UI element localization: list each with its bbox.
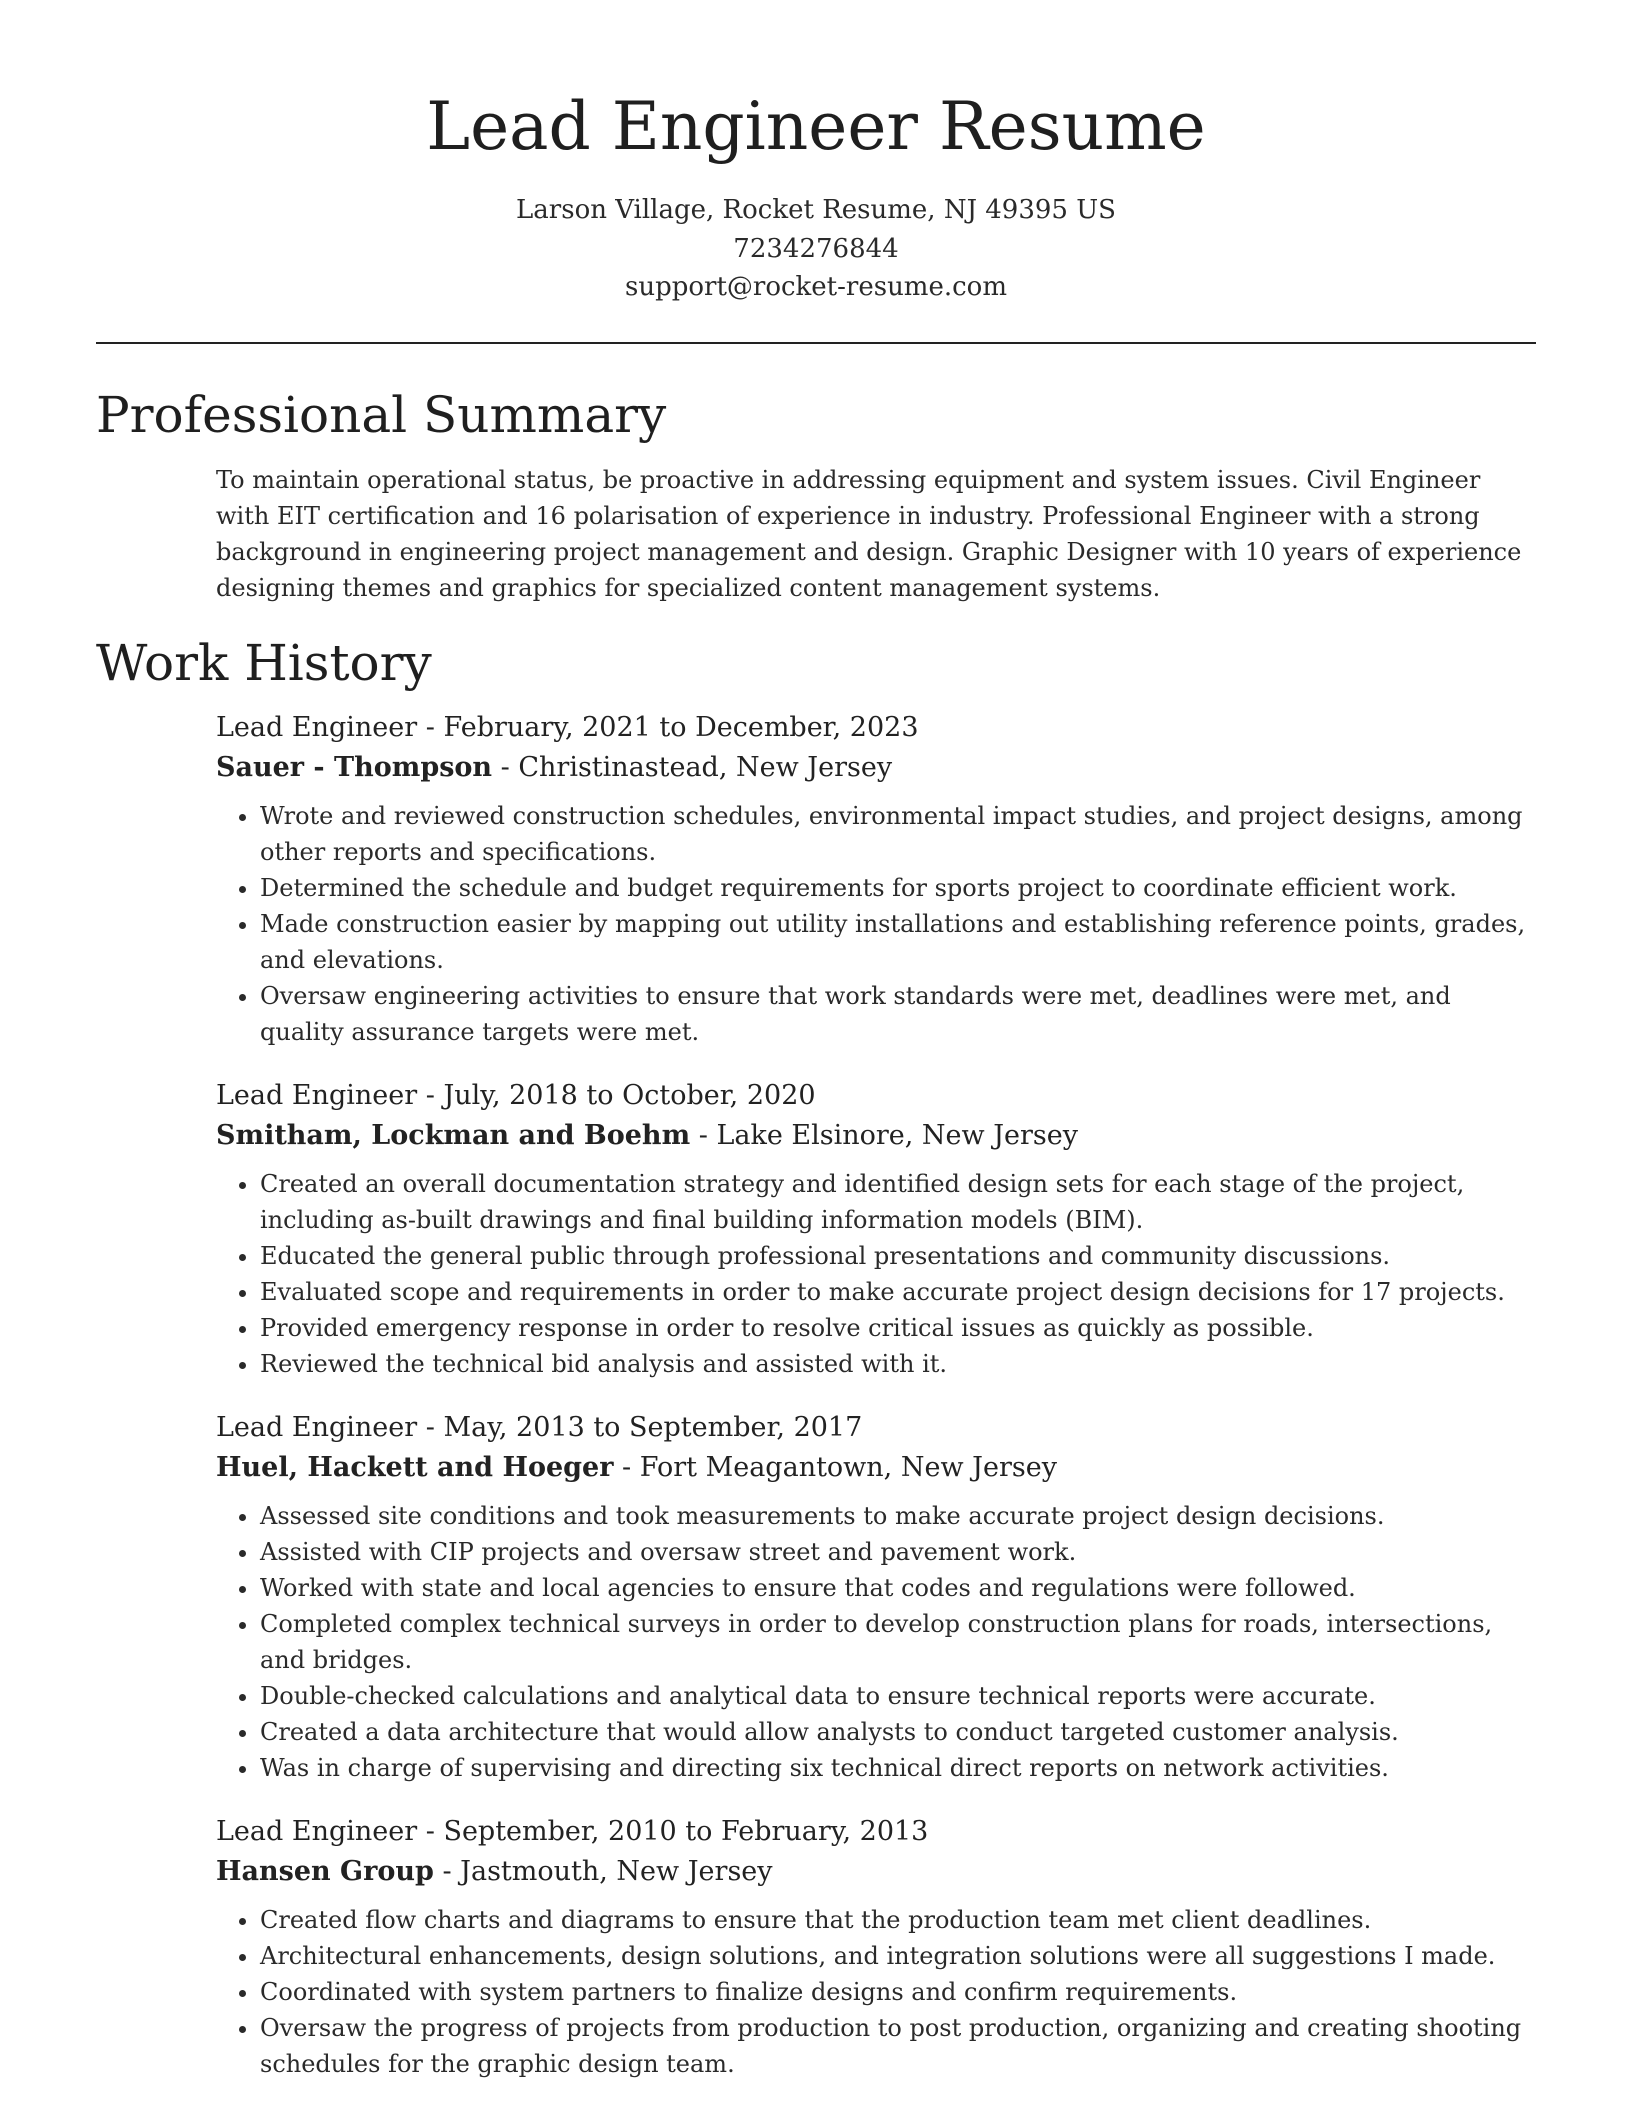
job-dates: February, 2021 to December, 2023	[443, 712, 919, 743]
job-bullet: • Was in charge of supervising and directing six technical direct reports on network activities.	[260, 1750, 1536, 1786]
job-bullet: • Created a data architecture that would allow analysts to conduct targeted customer analysis.	[260, 1714, 1536, 1750]
job-company-line: Sauer - Thompson - Christinastead, New Jersey	[216, 752, 893, 783]
job-company: Hansen Group	[216, 1856, 434, 1887]
job-company-line: Huel, Hackett and Hoeger - Fort Meagantown, New Jersey	[216, 1452, 1057, 1483]
job-bullet: • Coordinated with system partners to finalize designs and confirm requirements.	[260, 1974, 1536, 2010]
summary-heading: Professional Summary	[96, 386, 667, 444]
contact-address: Larson Village, Rocket Resume, NJ 49395 US	[516, 195, 1116, 225]
job-entry	[216, 708, 1536, 1050]
job-bullet: • Evaluated scope and requirements in order to make accurate project design decisions for 17 projects.	[260, 1274, 1536, 1310]
job-bullet: • Reviewed the technical bid analysis and assisted with it.	[260, 1346, 1536, 1382]
job-bullet: • Double-checked calculations and analytical data to ensure technical reports were accurate.	[260, 1678, 1536, 1714]
job-title: Lead Engineer	[216, 1412, 418, 1443]
job-dates: May, 2013 to September, 2017	[443, 1412, 863, 1443]
job-company: Smitham, Lockman and Boehm	[216, 1120, 691, 1151]
work-history-list	[216, 708, 1536, 2108]
job-entry	[216, 1076, 1536, 1382]
job-bullet: • Oversaw the progress of projects from production to post production, organizing and creating shooting schedules for the graphic design team.	[260, 2010, 1536, 2082]
job-bullet: • Created flow charts and diagrams to ensure that the production team met client deadlines.	[260, 1902, 1536, 1938]
job-bullet: • Oversaw engineering activities to ensure that work standards were met, deadlines were met, and quality assurance targets were met.	[260, 978, 1536, 1050]
resume-title: Lead Engineer Resume	[426, 88, 1206, 165]
job-company-line: Hansen Group - Jastmouth, New Jersey	[216, 1856, 773, 1887]
job-entry	[216, 1408, 1536, 1786]
job-bullet: • Created an overall documentation strategy and identified design sets for each stage of the project, including as-built drawings and final building information models (BIM).	[260, 1166, 1536, 1238]
job-bullet: • Assessed site conditions and took measurements to make accurate project design decisions.	[260, 1498, 1536, 1534]
job-title-line: Lead Engineer - May, 2013 to September, 2017	[216, 1412, 863, 1443]
job-bullets	[216, 1498, 1536, 1786]
job-dates: September, 2010 to February, 2013	[443, 1816, 929, 1847]
job-location: Lake Elsinore, New Jersey	[716, 1120, 1079, 1151]
job-company: Sauer - Thompson	[216, 752, 493, 783]
job-company-line: Smitham, Lockman and Boehm - Lake Elsinore, New Jersey	[216, 1120, 1079, 1151]
job-bullets	[216, 798, 1536, 1050]
job-bullet: • Provided emergency response in order to resolve critical issues as quickly as possible.	[260, 1310, 1536, 1346]
summary-text: To maintain operational status, be proactive in addressing equipment and system issues. Civil Engineer with EIT certification and 16 polarisation of experience in industry. Professional Engineer with a strong background in engineering project management and design. Graphic Designer with 10 years of experience designing themes and graphics for specialized content management systems.	[216, 466, 1522, 602]
contact-phone: 7234276844	[733, 234, 899, 264]
job-bullet: • Assisted with CIP projects and oversaw street and pavement work.	[260, 1534, 1536, 1570]
job-bullets	[216, 1902, 1536, 2082]
job-title: Lead Engineer	[216, 1080, 418, 1111]
job-bullet: • Wrote and reviewed construction schedules, environmental impact studies, and project designs, among other reports and specifications.	[260, 798, 1536, 870]
job-company: Huel, Hackett and Hoeger	[216, 1452, 614, 1483]
job-location: Jastmouth, New Jersey	[460, 1856, 773, 1887]
header-divider	[96, 342, 1536, 344]
contact-email: support@rocket-resume.com	[624, 272, 1007, 302]
job-title-line: Lead Engineer - September, 2010 to February, 2013	[216, 1816, 929, 1847]
job-location: Christinastead, New Jersey	[518, 752, 893, 783]
job-bullet: • Determined the schedule and budget requirements for sports project to coordinate efficient work.	[260, 870, 1536, 906]
job-bullet: • Worked with state and local agencies to ensure that codes and regulations were followed.	[260, 1570, 1536, 1606]
job-bullet: • Architectural enhancements, design solutions, and integration solutions were all suggestions I made.	[260, 1938, 1536, 1974]
job-title: Lead Engineer	[216, 712, 418, 743]
job-title: Lead Engineer	[216, 1816, 418, 1847]
job-bullet: • Educated the general public through professional presentations and community discussions.	[260, 1238, 1536, 1274]
work-history-heading: Work History	[96, 634, 432, 692]
job-bullet: • Made construction easier by mapping out utility installations and establishing reference points, grades, and elevations.	[260, 906, 1536, 978]
job-title-line: Lead Engineer - July, 2018 to October, 2020	[216, 1080, 816, 1111]
job-bullets	[216, 1166, 1536, 1382]
job-location: Fort Meagantown, New Jersey	[639, 1452, 1057, 1483]
job-title-line: Lead Engineer - February, 2021 to December, 2023	[216, 712, 919, 743]
job-bullet: • Completed complex technical surveys in order to develop construction plans for roads, intersections, and bridges.	[260, 1606, 1536, 1678]
job-entry	[216, 1812, 1536, 2082]
job-dates: July, 2018 to October, 2020	[443, 1080, 816, 1111]
